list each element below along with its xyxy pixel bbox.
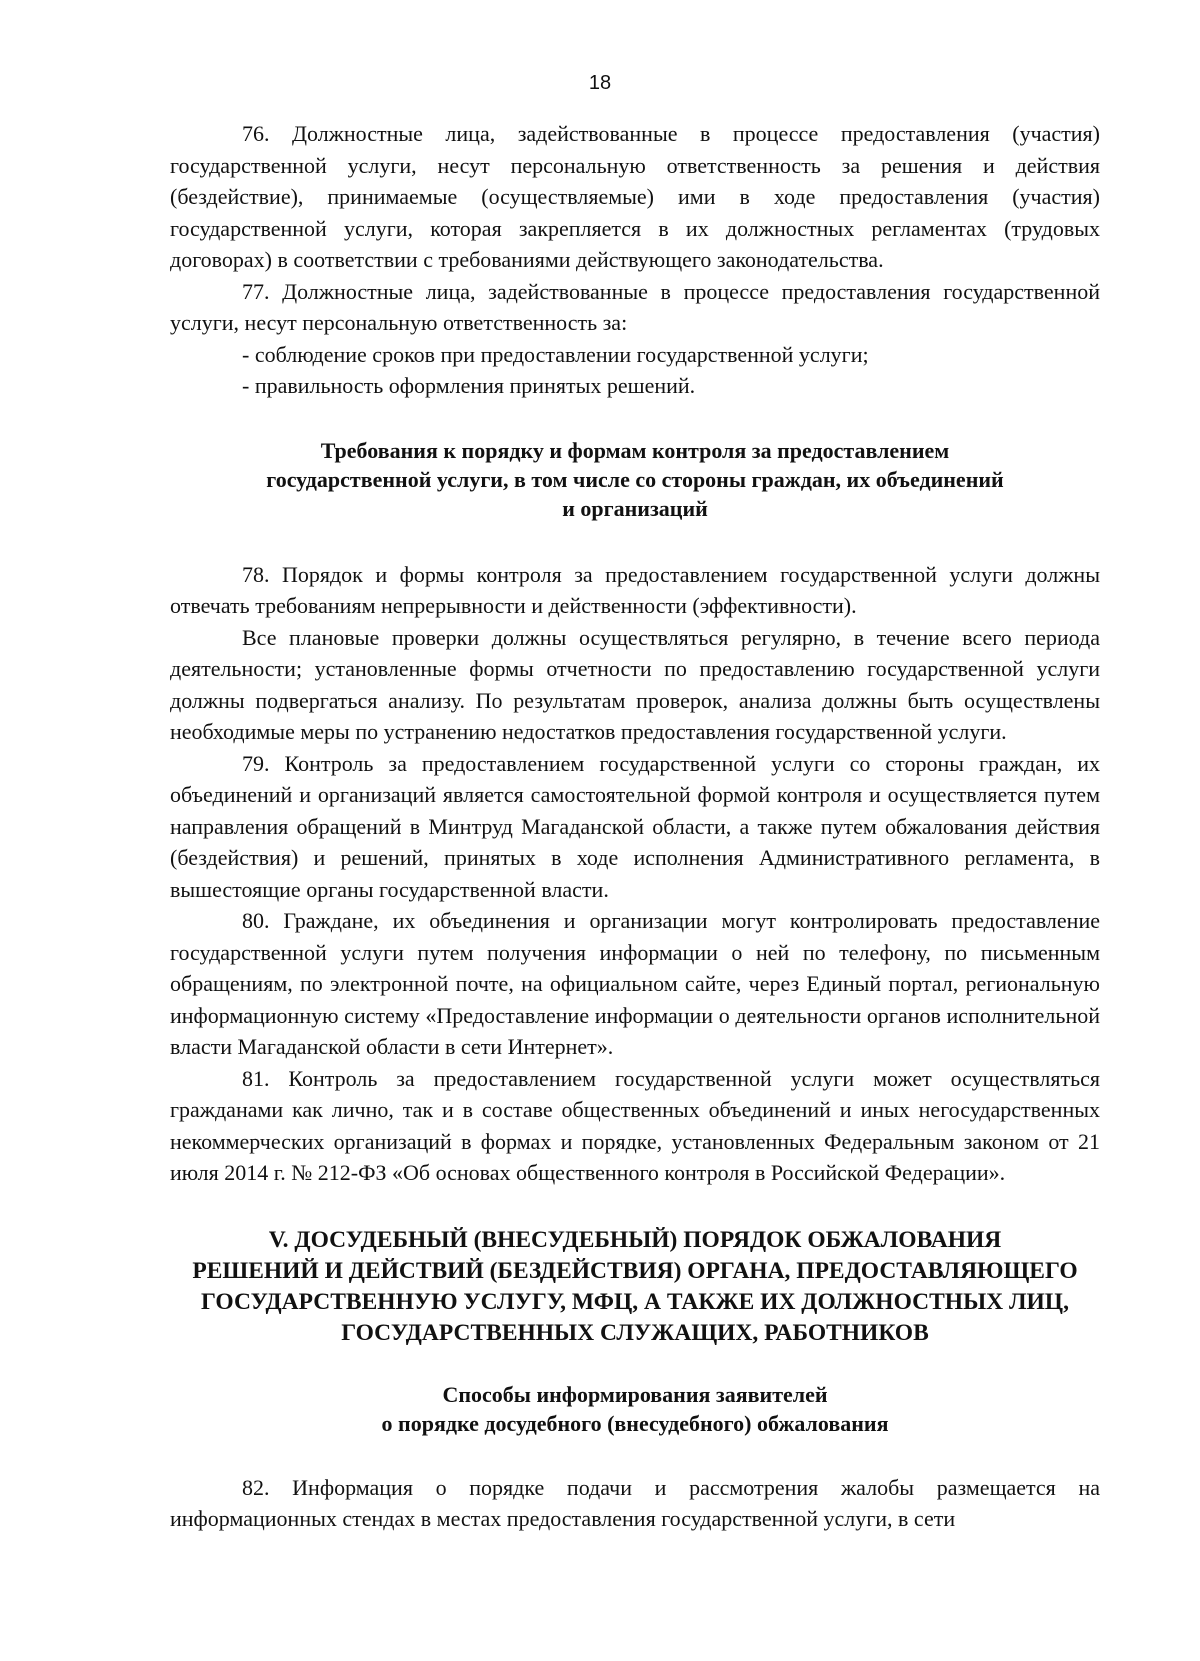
- paragraph-81: 81. Контроль за предоставлением государственной услуги может осуществляться гражданами как лично, так и в составе общественных объединений и иных негосударственных некоммерческих организаций в формах и порядке, установленных Федеральным законом от 21 июля 2014 г. № 212-ФЗ «Об основах общественного контроля в Российской Федерации».: [170, 1065, 1100, 1185]
- paragraph-78: 78. Порядок и формы контроля за предоставлением государственной услуги должны отвечать требованиям непрерывности и действенности (эффективности).: [170, 561, 1100, 618]
- page-number: 18: [588, 72, 612, 94]
- heading-line: Способы информирования заявителей: [442, 1381, 828, 1407]
- paragraph-76: 76. Должностные лица, задействованные в процессе предоставления (участия) государственной услуги, несут персональную ответственность за решения и действия (бездействие), принимаемые (осуществляемые) ими в ходе предоставления (участия) государственной услуги, которая закрепляется в их должностных регламентах (трудовых договорах) в соответствии с требованиями действующего законодательства.: [170, 121, 1100, 272]
- list-item: - правильность оформления принятых решений.: [242, 373, 696, 398]
- heading-line: государственной услуги, в том числе со стороны граждан, их объединений: [266, 466, 1004, 492]
- heading-line: о порядке досудебного (внесудебного) обжалования: [381, 1410, 889, 1436]
- section-v-title: [170, 1225, 1100, 1349]
- section-title-line: ГОСУДАРСТВЕННЫХ СЛУЖАЩИХ, РАБОТНИКОВ: [341, 1319, 929, 1346]
- section-title-line: РЕШЕНИЙ И ДЕЙСТВИЙ (БЕЗДЕЙСТВИЯ) ОРГАНА, ПРЕДОСТАВЛЯЮЩЕГО: [192, 1257, 1078, 1284]
- heading-line: Требования к порядку и формам контроля за предоставлением: [320, 437, 950, 463]
- paragraph-77: 77. Должностные лица, задействованные в процессе предоставления государственной услуги, несут персональную ответственность за:: [170, 278, 1100, 335]
- paragraph-82: 82. Информация о порядке подачи и рассмотрения жалобы размещается на информационных стендах в местах предоставления государственной услуги, в сети: [170, 1474, 1100, 1531]
- list-item: - соблюдение сроков при предоставлении государственной услуги;: [242, 341, 869, 367]
- document-body: [170, 118, 1100, 1535]
- heading-control-requirements: [170, 436, 1100, 523]
- section-title-line: ГОСУДАРСТВЕННУЮ УСЛУГУ, МФЦ, А ТАКЖЕ ИХ ДОЛЖНОСТНЫХ ЛИЦ,: [201, 1288, 1069, 1315]
- heading-line: и организаций: [562, 495, 708, 521]
- paragraph-80: 80. Граждане, их объединения и организации могут контролировать предоставление государственной услуги путем получения информации о ней по телефону, по письменным обращениям, по электронной почте, на официальном сайте, через Единый портал, региональную информационную систему «Предоставление информации о деятельности органов исполнительной власти Магаданской области в сети Интернет».: [170, 908, 1100, 1059]
- section-title-line: V. ДОСУДЕБНЫЙ (ВНЕСУДЕБНЫЙ) ПОРЯДОК ОБЖАЛОВАНИЯ: [268, 1226, 1002, 1253]
- paragraph-79: 79. Контроль за предоставлением государственной услуги со стороны граждан, их объединений и организаций является самостоятельной формой контроля и осуществляется путем направления обращений в Минтруд Магаданской области, а также путем обжалования действия (бездействия) и решений, принятых в ходе исполнения Административного регламента, в вышестоящие органы государственной власти.: [170, 750, 1100, 902]
- paragraph-78-inspections: Все плановые проверки должны осуществляться регулярно, в течение всего периода деятельности; установленные формы отчетности по предоставлению государственной услуги должны подвергаться анализу. По результатам проверок, анализа должны быть осуществлены необходимые меры по устранению недостатков предоставления государственной услуги.: [170, 624, 1100, 744]
- heading-inform-methods: [170, 1380, 1100, 1438]
